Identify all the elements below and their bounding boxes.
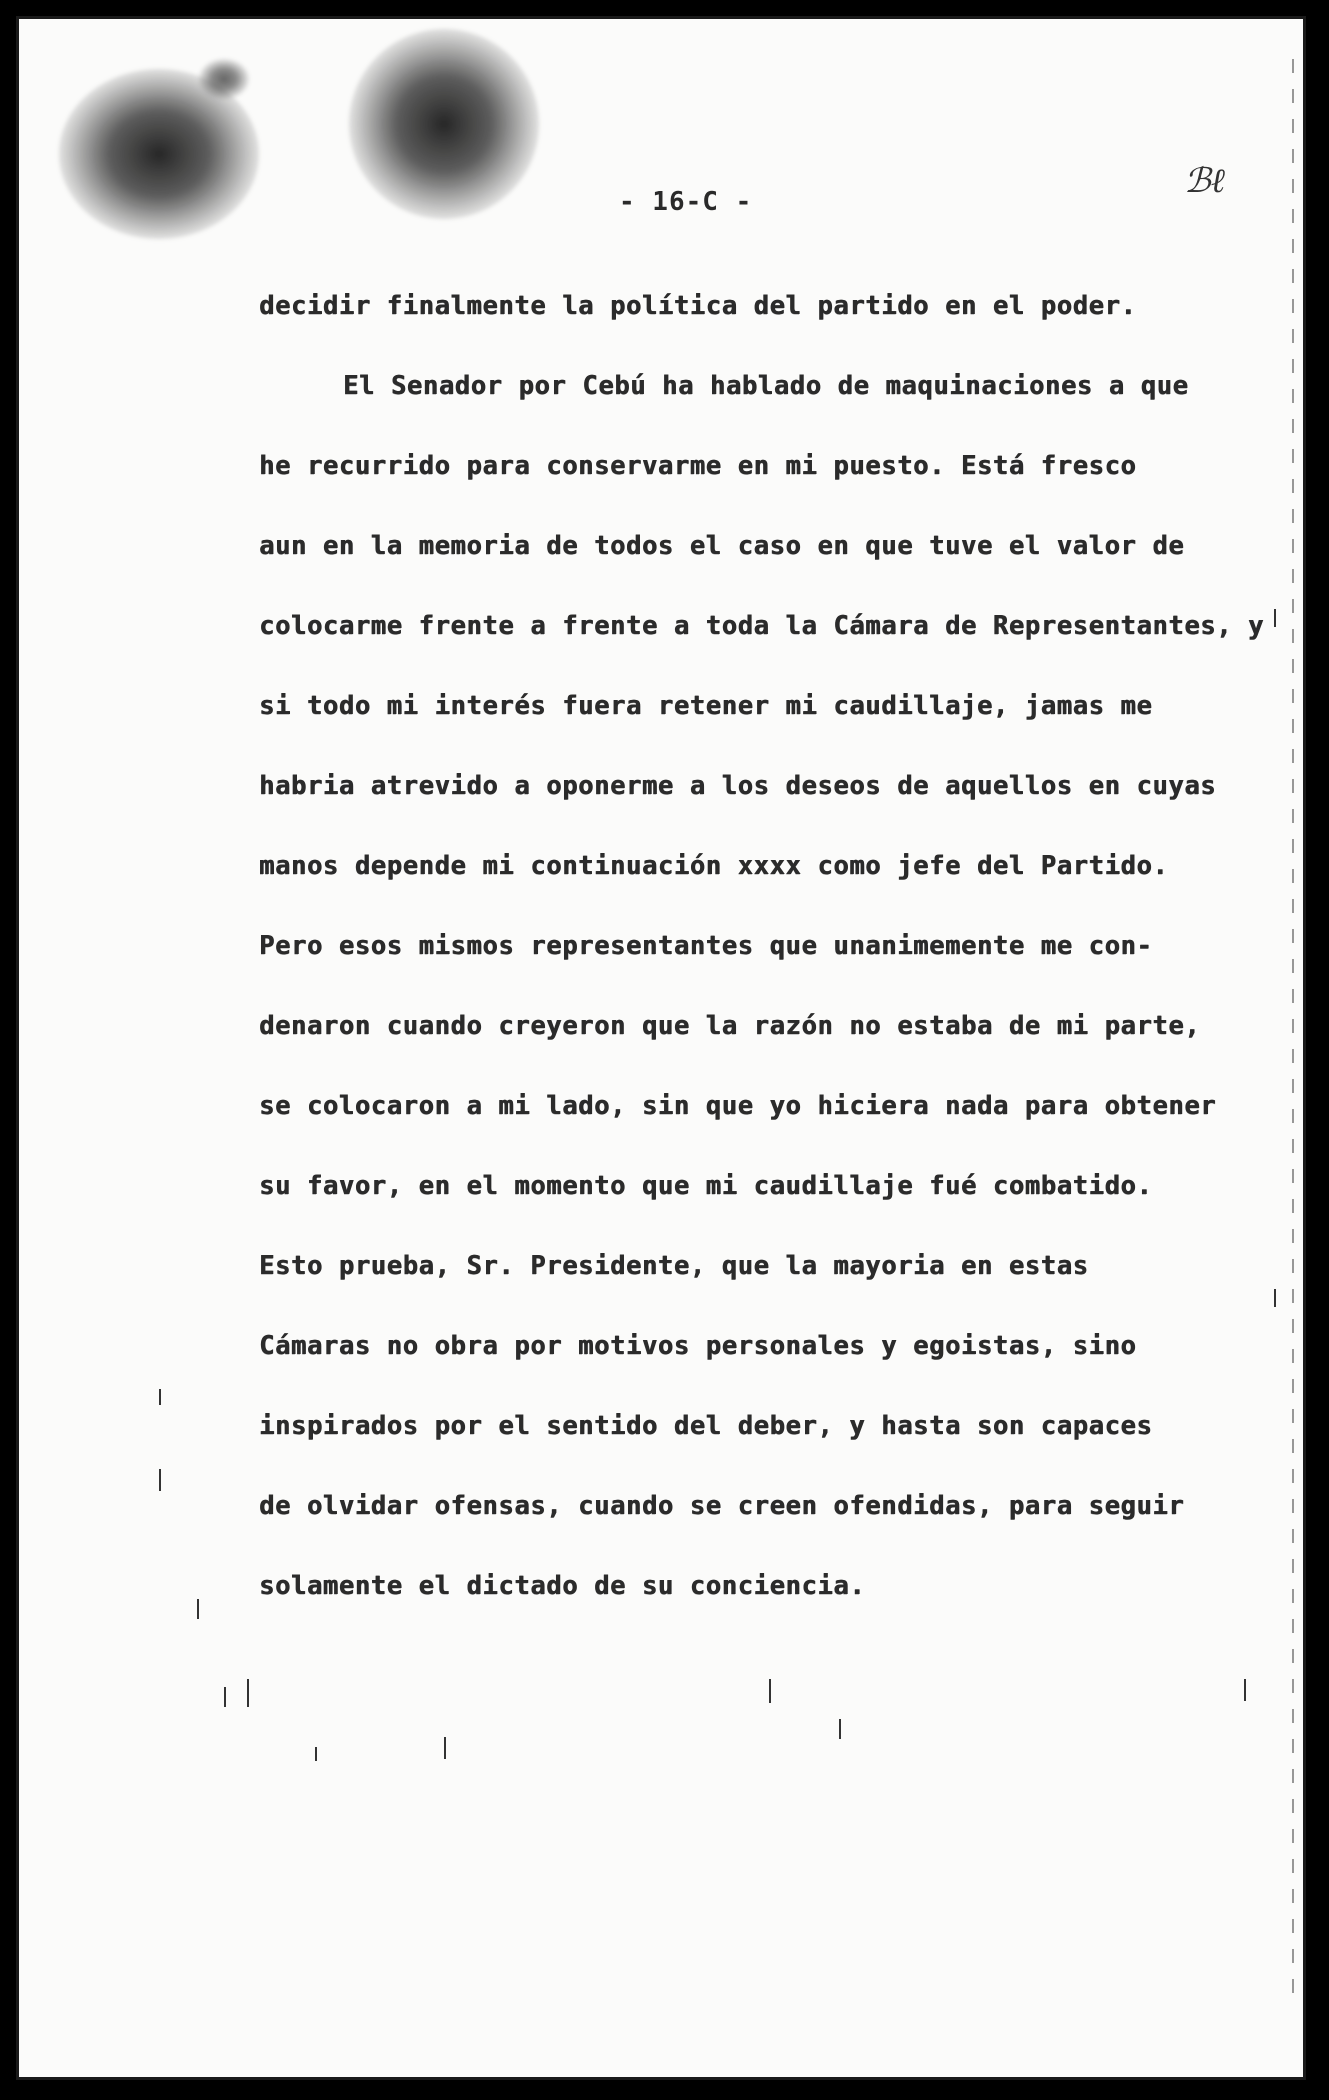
stray-mark [224, 1687, 226, 1707]
stray-mark [197, 1599, 199, 1619]
document-page [16, 16, 1306, 2080]
stray-mark [159, 1389, 161, 1405]
stray-mark [1274, 1289, 1276, 1307]
stray-mark [315, 1747, 317, 1761]
text-line: decidir finalmente la política del partido en el poder. [259, 291, 1137, 321]
text-line: denaron cuando creyeron que la razón no estaba de mi parte, [259, 1011, 1201, 1041]
text-line: colocarme frente a frente a toda la Cámara de Representantes, y [259, 611, 1264, 641]
stray-mark [1244, 1679, 1246, 1701]
page-number: - 16-C - [619, 187, 753, 217]
text-line: de olvidar ofensas, cuando se creen ofendidas, para seguir [259, 1491, 1185, 1521]
stray-mark [1274, 609, 1276, 627]
stray-mark [444, 1737, 446, 1759]
text-line: Cámaras no obra por motivos personales y egoistas, sino [259, 1331, 1137, 1361]
scan-edge-line [1292, 59, 1294, 2009]
text-line: inspirados por el sentido del deber, y hasta son capaces [259, 1411, 1153, 1441]
text-line: su favor, en el momento que mi caudillaje fué combatido. [259, 1171, 1153, 1201]
ink-smudge [349, 29, 539, 219]
text-line: si todo mi interés fuera retener mi caudillaje, jamas me [259, 691, 1153, 721]
stray-mark [159, 1469, 161, 1491]
stray-mark [247, 1679, 249, 1707]
text-line: se colocaron a mi lado, sin que yo hiciera nada para obtener [259, 1091, 1217, 1121]
ink-smudge [199, 59, 249, 99]
text-line: he recurrido para conservarme en mi puesto. Está fresco [259, 451, 1137, 481]
text-line: manos depende mi continuación xxxx como jefe del Partido. [259, 851, 1169, 881]
text-line: Pero esos mismos representantes que unanimemente me con- [259, 931, 1153, 961]
text-line: habria atrevido a oponerme a los deseos de aquellos en cuyas [259, 771, 1217, 801]
stray-mark [839, 1719, 841, 1739]
text-line: aun en la memoria de todos el caso en que tuve el valor de [259, 531, 1185, 561]
handwritten-initials: ℬℓ [1184, 161, 1225, 201]
text-line: El Senador por Cebú ha hablado de maquinaciones a que [343, 371, 1189, 401]
text-line: Esto prueba, Sr. Presidente, que la mayoria en estas [259, 1251, 1089, 1281]
text-line: solamente el dictado de su conciencia. [259, 1571, 866, 1601]
stray-mark [769, 1679, 771, 1703]
